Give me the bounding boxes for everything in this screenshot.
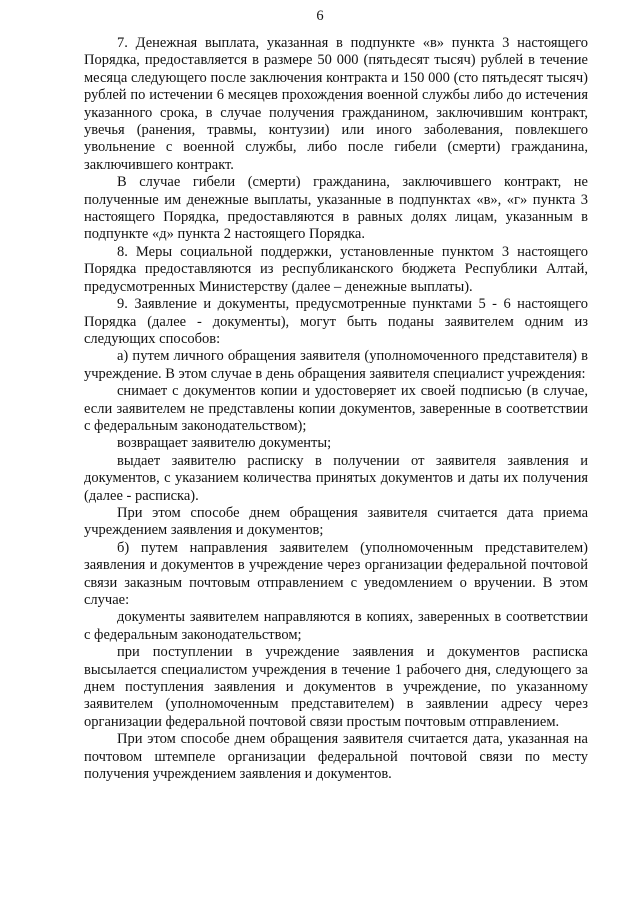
paragraph-9: 9. Заявление и документы, предусмотренные пунктами 5 - 6 настоящего Порядка (далее - документы), могут быть поданы заявителем одним из следующих способов: bbox=[84, 296, 588, 347]
paragraph-copies: снимает с документов копии и удостоверяет их своей подписью (в случае, если заявителем не представлены копии документов, заверенные в соответствии с федеральным законодательством); bbox=[84, 383, 588, 434]
paragraph-9a: а) путем личного обращения заявителя (уполномоченного представителя) в учреждение. В этом случае в день обращения заявителя специалист учреждения: bbox=[84, 348, 588, 382]
paragraph-receipt-mail: при поступлении в учреждение заявления и документов расписка высылается специалистом учреждения в течение 1 рабочего дня, следующего за днем поступления заявления и документов в учреждение, по указанному заявителем (уполномоченным представителем) в заявлении адресу через организации федеральной почтовой связи простым почтовым отправлением. bbox=[84, 644, 588, 730]
paragraph-date-personal: При этом способе днем обращения заявителя считается дата приема учреждением заявления и документов; bbox=[84, 504, 588, 539]
paragraph-date-mail: При этом способе днем обращения заявителя считается дата, указанная на почтовом штемпеле организации федеральной почтовой связи по месту получения учреждением заявления и документов. bbox=[84, 731, 588, 783]
paragraph-8: 8. Меры социальной поддержки, установленные пунктом 3 настоящего Порядка предоставляются из республиканского бюджета Республики Алтай, предусмотренных Министерству (далее – денежные выплаты). bbox=[84, 243, 588, 295]
paragraph-death-payments: В случае гибели (смерти) гражданина, заключившего контракт, не полученные им денежные выплаты, указанные в подпунктах «в», «г» пункта 3 настоящего Порядка, предоставляются в равных долях лицам, указанным в подпункте «д» пункта 2 настоящего Порядка. bbox=[84, 174, 588, 243]
paragraph-copies-mail: документы заявителем направляются в копиях, заверенных в соответствии с федеральным законодательством; bbox=[84, 609, 588, 643]
paragraph-receipt: выдает заявителю расписку в получении от заявителя заявления и документов, с указанием количества принятых документов и даты их получения (далее - расписка). bbox=[84, 452, 588, 504]
paragraph-7: 7. Денежная выплата, указанная в подпункте «в» пункта 3 настоящего Порядка, предоставляется в размере 50 000 (пятьдесят тысяч) рублей в течение месяца следующего после заключения контракта и 150 000 (сто пятьдесят тысяч) рублей по истечении 6 месяцев прохождения военной службы либо до истечения указанного срока, в случае получения гражданином, заключившим контракт, увечья (ранения, травмы, контузии) или иного заболевания, повлекшего увольнение с военной службы, либо после гибели (смерти) гражданина, заключившего контракт. bbox=[84, 35, 588, 173]
paragraph-9b: б) путем направления заявителем (уполномоченным представителем) заявления и документов в учреждение через организации федеральной почтовой связи заказным почтовым отправлением с уведомлением о вручении. В этом случае: bbox=[84, 539, 588, 608]
page-number: 6 bbox=[316, 8, 324, 24]
paragraph-return-documents: возвращает заявителю документы; bbox=[117, 435, 332, 452]
document-body bbox=[84, 35, 588, 783]
